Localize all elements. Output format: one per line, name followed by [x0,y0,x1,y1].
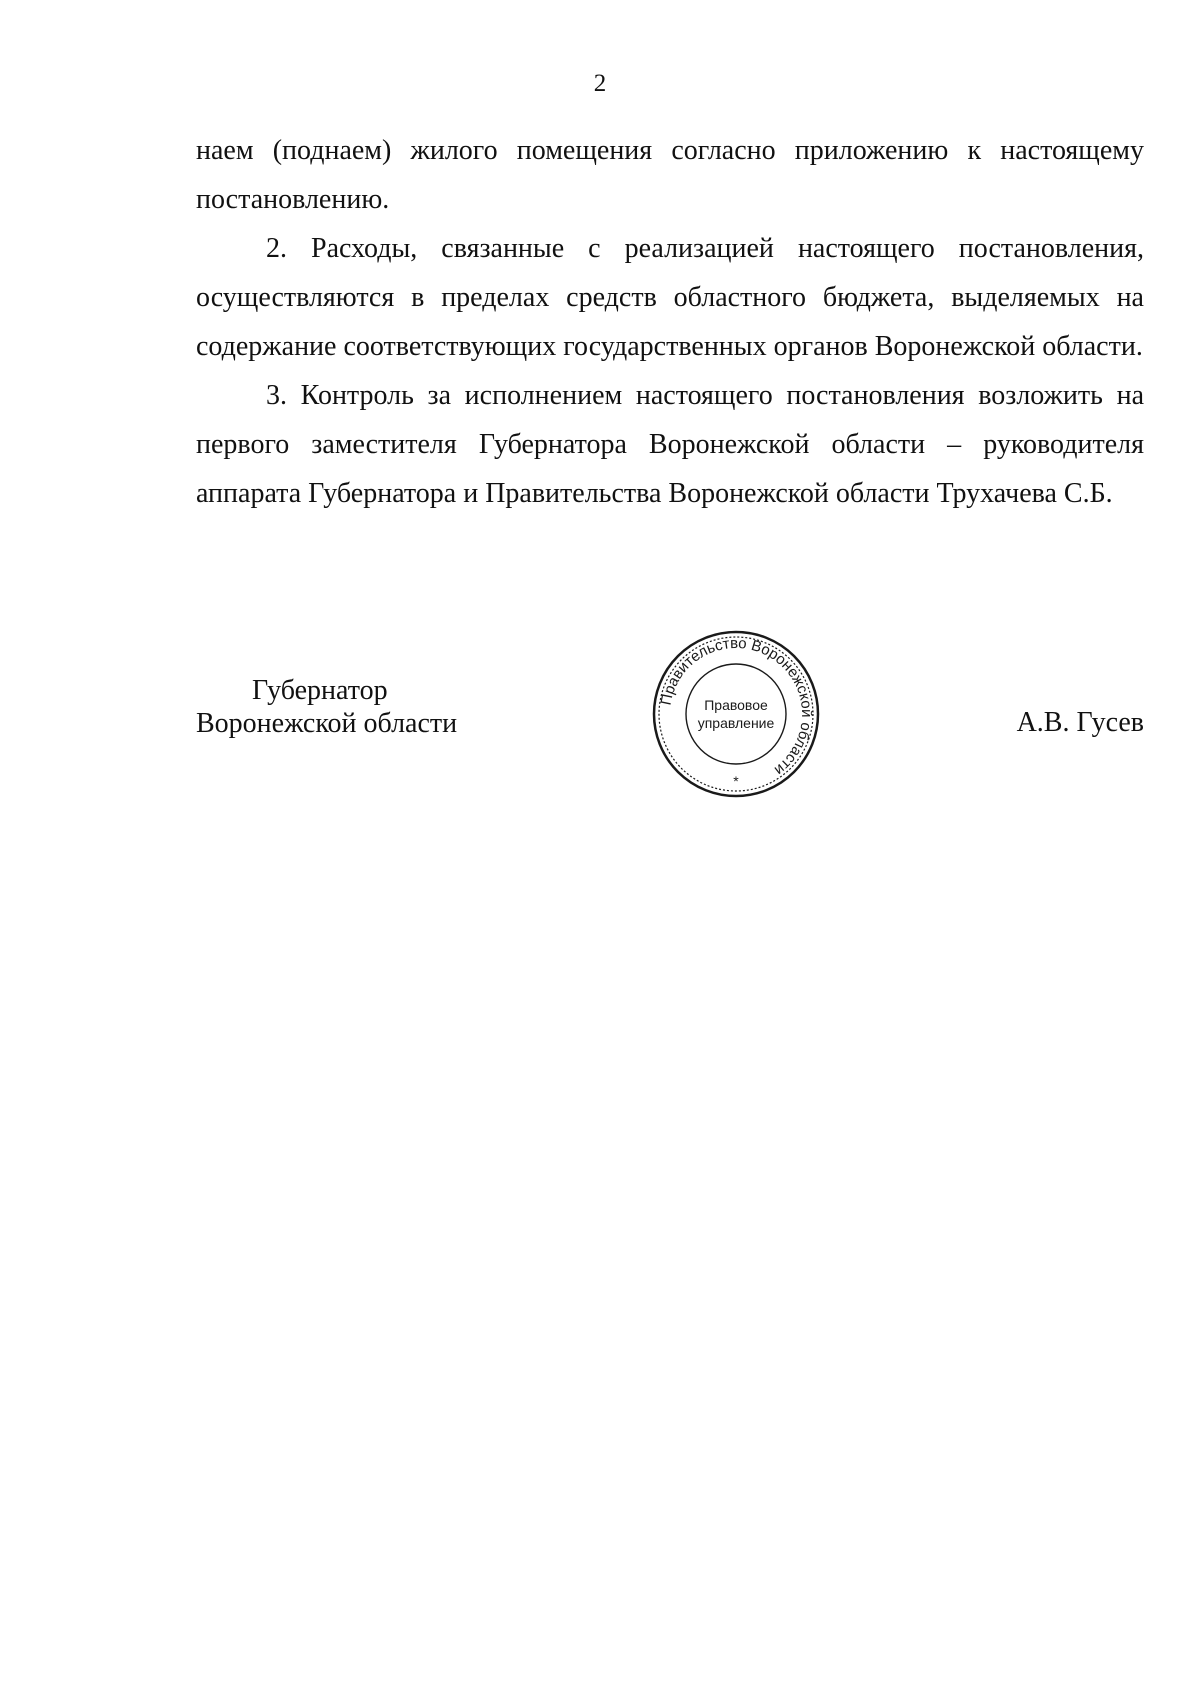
stamp-outer-ring [654,632,818,796]
stamp-inner-ring [686,664,786,764]
paragraph-continuation: наем (поднаем) жилого помещения согласно приложению к настоящему постановлению. [196,135,1144,215]
document-body [196,126,1144,518]
signatory-title-line2: Воронежской области [196,708,458,739]
signatory-name: А.В. Гусев [1016,707,1144,738]
page-number: 2 [593,70,607,97]
signatory-title-line1: Губернатор [252,675,388,706]
stamp-seal-icon [650,628,822,800]
stamp-star: * [733,773,739,789]
stamp-center-line1: Правовое [704,697,768,713]
paragraph-3: 3. Контроль за исполнением настоящего постановления возложить на первого заместителя Губернатора Воронежской области – руководителя аппарата Губернатора и Правительства Воронежской области Трухачева С.Б. [196,380,1144,509]
official-stamp [650,628,822,800]
paragraph-2: 2. Расходы, связанные с реализацией настоящего постановления, осуществляются в пределах средств областного бюджета, выделяемых на содержание соответствующих государственных органов Воронежской области. [196,233,1144,362]
stamp-center-line2: управление [697,715,775,731]
stamp-ring-text: Правительство Воронежской области [657,634,816,779]
signatory-title [196,674,457,740]
